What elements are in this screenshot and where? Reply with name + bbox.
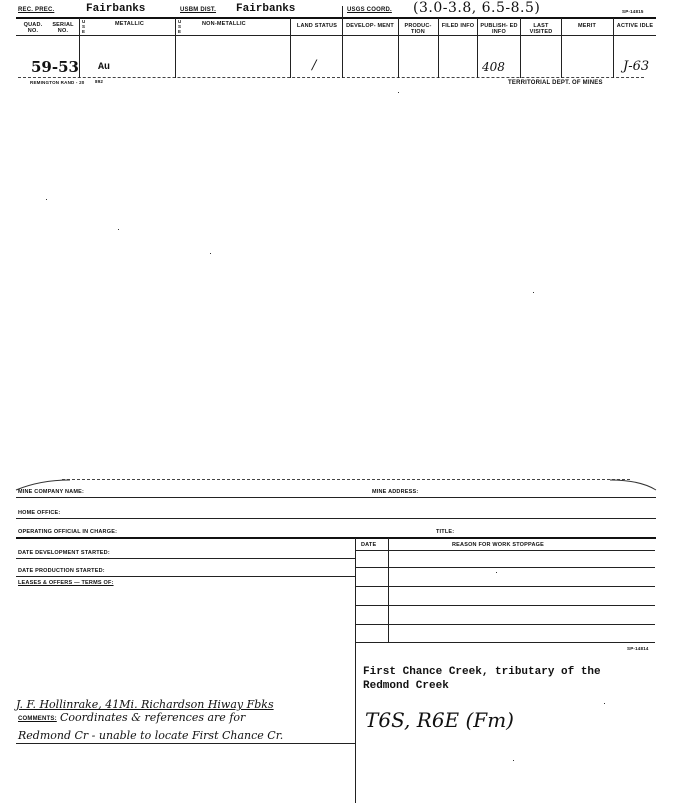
leases-offers-label: LEASES & OFFERS — TERMS OF:	[18, 580, 114, 586]
form-code-top: SP-14815	[622, 9, 644, 14]
comments-label: COMMENTS:	[18, 716, 57, 722]
land-status-header: LAND STATUS	[296, 23, 338, 29]
production-started-label: DATE PRODUCTION STARTED:	[18, 568, 105, 574]
comments-line1: Coordinates & references are for	[60, 711, 246, 724]
quad-label: QUAD.	[23, 22, 43, 28]
usgs-coord-value: (3.0-3.8, 6.5-8.5)	[413, 0, 541, 16]
mine-address-label: MINE ADDRESS:	[372, 489, 419, 495]
usgs-coord-label: USGS COORD.	[347, 7, 392, 13]
printer-imprint: REMINGTON RAND - 20	[30, 80, 85, 85]
rec-prec-label: REC. PREC.	[18, 7, 55, 13]
active-idle-header: ACTIVE IDLE	[616, 23, 654, 29]
use-marker-metallic: U S E	[82, 19, 86, 34]
published-info-value: 408	[482, 60, 505, 74]
quad-serial-value: 59-53	[31, 58, 79, 76]
home-office-label: HOME OFFICE:	[18, 510, 61, 516]
nonmetallic-header: NON-METALLIC	[202, 21, 246, 27]
quad-no-label: NO.	[27, 28, 39, 34]
merit-header: MERIT	[577, 23, 597, 29]
card-edge-curve	[0, 476, 678, 496]
rec-prec-value: Fairbanks	[86, 3, 146, 15]
comments-line2: Redmond Cr - unable to locate First Chance Cr.	[18, 729, 284, 742]
metallic-header: METALLIC	[115, 21, 144, 27]
printer-code: 892	[95, 79, 104, 84]
reason-column-header: REASON FOR WORK STOPPAGE	[452, 542, 544, 548]
quad-no-header	[18, 22, 48, 34]
location-note-line2: Redmond Creek	[363, 680, 449, 692]
land-status-value: /	[312, 58, 317, 73]
serial-label: SERIAL	[52, 22, 74, 28]
published-info-header: PUBLISH- ED INFO	[480, 23, 518, 35]
operating-official-label: OPERATING OFFICIAL IN CHARGE:	[18, 529, 118, 535]
development-header: DEVELOP- MENT	[346, 23, 394, 29]
development-started-label: DATE DEVELOPMENT STARTED:	[18, 550, 110, 556]
usbm-dist-label: USBM DIST.	[180, 7, 217, 13]
township-range-note: T6S, R6E (Fm)	[365, 708, 514, 732]
location-note-line1: First Chance Creek, tributary of the	[363, 666, 601, 678]
usbm-dist-value: Fairbanks	[236, 3, 296, 15]
handwritten-contact: J. F. Hollinrake, 41Mi. Richardson Hiway Fbks	[16, 698, 274, 711]
form-code-bottom: SP-14814	[627, 646, 649, 651]
production-header: PRODUC- TION	[404, 23, 432, 35]
use-marker-nonmetallic: U S E	[178, 19, 182, 34]
active-idle-value: J-63	[623, 59, 650, 74]
filed-info-header: FILED INFO	[441, 23, 475, 29]
serial-no-label: NO.	[57, 28, 69, 34]
mine-company-label: MINE COMPANY NAME:	[18, 489, 85, 495]
last-visited-header: LAST VISITED	[529, 23, 553, 35]
title-label: TITLE:	[436, 529, 455, 535]
serial-no-header	[48, 22, 78, 34]
metallic-value: Au	[98, 62, 111, 73]
date-column-header: DATE	[361, 542, 377, 548]
territorial-dept-imprint: TERRITORIAL DEPT. OF MINES	[508, 80, 603, 86]
